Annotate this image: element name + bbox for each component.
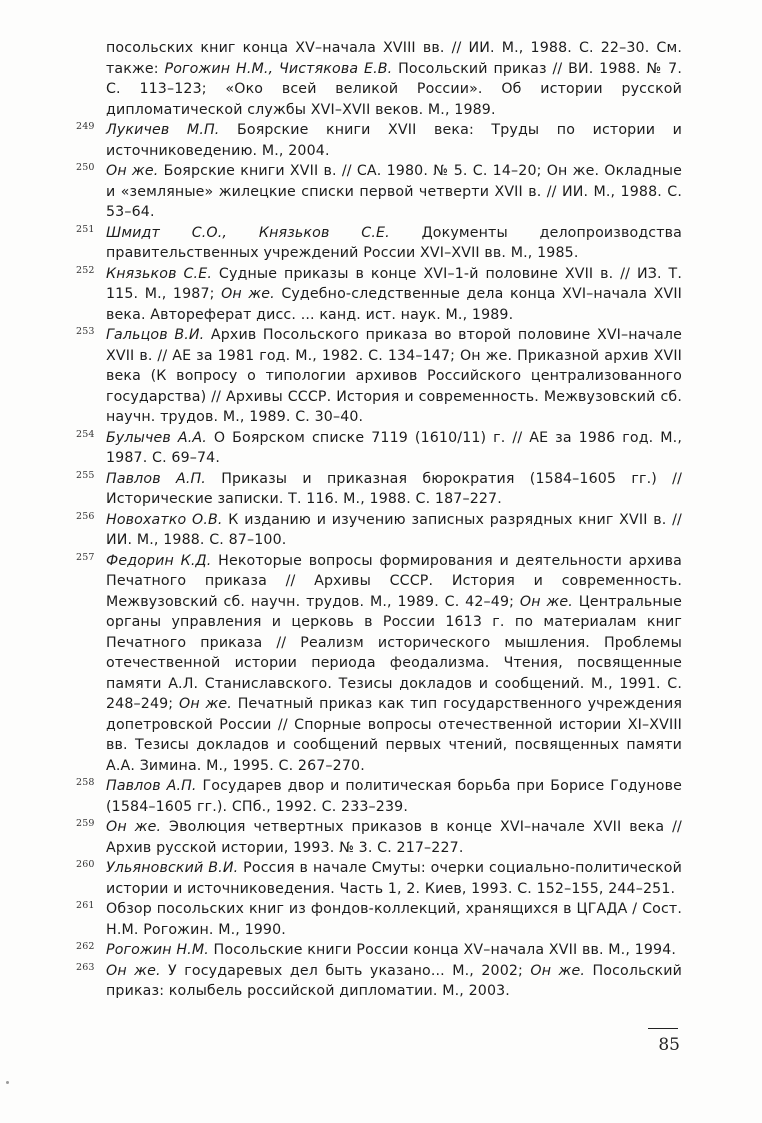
- footnote-text: Эволюция четвертных приказов в конце XVI–начале XVII века // Архив русской истории, 1993. № 3. С. 217–227.: [106, 819, 682, 856]
- footnote: [76, 264, 682, 326]
- footnote-text: Приказы и приказная бюрократия (1584–1605 гг.) // Исторические записки. Т. 116. М., 1988. С. 187–227.: [106, 470, 683, 507]
- footnote-text: Документы делопроизводства правительственных учреждений России XVI–XVII вв. М., 1985.: [106, 224, 682, 261]
- footnote-author: Он же.: [179, 696, 232, 712]
- footnote-author: Рогожин Н.М.: [106, 942, 209, 958]
- footnote: [76, 858, 682, 899]
- footnote: [76, 223, 682, 264]
- footnote-text: Посольские книги России конца XV–начала XVII вв. М., 1994.: [208, 942, 677, 958]
- footnote: [76, 325, 682, 428]
- footnote: [76, 817, 682, 858]
- page-number: 85: [658, 1035, 680, 1055]
- footnote-text: Боярские книги XVII века: Труды по истории и источниковедению. М., 2004.: [106, 122, 682, 159]
- footnote: [76, 38, 682, 120]
- footnote-number: 255: [76, 469, 95, 481]
- footnote-text: Центральные органы управления и церковь в России 1613 г. по материалам книг Печатного приказа // Реализм исторического мышления. Проблемы отечественной истории периода феодализма. Чтения, посвященные памяти А.Л. Станиславского. Тезисы докладов и сообщений. М., 1991. С. 248–249;: [106, 593, 683, 712]
- footnote-text: Обзор посольских книг из фондов-коллекций, хранящихся в ЦГАДА / Сост. Н.М. Рогожин. М., 1990.: [106, 901, 682, 938]
- footnote-text: Россия в начале Смуты: очерки социально-политической истории и источниковедения. Часть 1, 2. Киев, 1993. С. 152–155, 244–251.: [106, 860, 683, 897]
- footnote-author: Он же.: [106, 819, 162, 835]
- footnote-author: Он же.: [221, 286, 275, 302]
- footnote-text: посольских книг конца XV–начала XVIII вв. // ИИ. М., 1988. С. 22–30. См. также:: [106, 40, 682, 77]
- footnote-text: Государев двор и политическая борьба при Борисе Годунове (1584–1605 гг.). СПб., 1992. С. 233–239.: [106, 778, 682, 815]
- footnote-author: Шмидт С.О., Князьков С.Е.: [106, 224, 390, 241]
- scan-mark: [6, 1081, 9, 1084]
- footnote-author: Павлов А.П.: [106, 470, 206, 487]
- footnote: [76, 776, 682, 817]
- footnote: [76, 940, 682, 961]
- footnote-text: Печатный приказ как тип государственного учреждения допетровской России // Спорные вопросы отечественной истории XI–XVIII вв. Тезисы докладов и сообщений первых чтений, посвященных памяти А.А. Зимина. М., 1995. С. 267–270.: [106, 696, 683, 774]
- footnote-author: Рогожин Н.М., Чистякова Е.В.: [164, 60, 393, 77]
- footnote-text: К изданию и изучению записных разрядных книг XVII в. // ИИ. М., 1988. С. 87–100.: [106, 511, 682, 548]
- footnote-number: 249: [76, 121, 95, 132]
- footnote-author: Ульяновский В.И.: [106, 860, 239, 876]
- footnote-text: Боярские книги XVII в. // СА. 1980. № 5. С. 14–20; Он же. Окладные и «земляные» жилецкие списки первой четверти XVII в. // ИИ. М., 1988. С. 53–64.: [106, 163, 683, 220]
- footnote-text: Посольский приказ: колыбель российской дипломатии. М., 2003.: [106, 962, 683, 999]
- footnote-text: Некоторые вопросы формирования и деятельности архива Печатного приказа // Архивы СССР. История и современность. Межвузовский сб. научн. трудов. М., 1989. С. 42–49;: [106, 552, 682, 610]
- page-number-rule: [648, 1028, 678, 1029]
- footnote-author: Князьков С.Е.: [106, 265, 212, 282]
- footnote-number: 258: [76, 777, 95, 788]
- footnote-author: Гальцов В.И.: [106, 327, 205, 343]
- footnote-text: О Боярском списке 7119 (1610/11) г. // АЕ за 1986 год. М., 1987. С. 69–74.: [106, 429, 682, 466]
- footnote-number: 251: [76, 223, 95, 235]
- footnote-number: 257: [76, 551, 95, 563]
- footnote-text: Судные приказы в конце XVI–1-й половине XVII в. // ИЗ. Т. 115. М., 1987;: [106, 265, 683, 302]
- footnote-number: 261: [76, 900, 95, 911]
- footnote: [76, 961, 682, 1002]
- footnote-author: Он же.: [530, 962, 586, 979]
- footnote: [76, 551, 682, 777]
- footnote-number: 254: [76, 428, 95, 440]
- footnote-author: Он же.: [106, 163, 159, 179]
- footnote: [76, 899, 682, 940]
- footnote-number: 252: [76, 264, 95, 276]
- footnote-text: Архив Посольского приказа во второй половине XVI–начале XVII в. // АЕ за 1981 год. М., 1982. С. 134–147; Он же. Приказной архив XVII века (К вопросу о типологии архивов Российского централизованного государства) // Архивы СССР. История и современность. Межвузовский сб. научн. трудов. М., 1989. С. 30–40.: [106, 327, 682, 425]
- footnote-number: 263: [76, 961, 95, 973]
- footnotes-list: [76, 38, 682, 1002]
- footnote-author: Федорин К.Д.: [106, 552, 212, 569]
- footnote: [76, 469, 682, 510]
- footnote-number: 262: [76, 941, 95, 952]
- footnote: [76, 428, 682, 469]
- footnote-author: Он же.: [519, 593, 573, 610]
- footnote-author: Булычев А.А.: [106, 429, 207, 446]
- footnote-number: 259: [76, 818, 95, 829]
- footnote-number: 256: [76, 510, 95, 522]
- footnote: [76, 120, 682, 161]
- footnote-number: 253: [76, 326, 95, 337]
- footnote: [76, 510, 682, 551]
- footnote-author: Лукичев М.П.: [106, 122, 220, 138]
- footnote-text: Посольский приказ // ВИ. 1988. № 7. С. 113–123; «Око всей великой России». Об истории русской дипломатической службы XVI–XVII веков. М., 1989.: [106, 60, 682, 118]
- footnote-author: Новохатко О.В.: [106, 511, 223, 528]
- footnote-author: Он же.: [106, 962, 161, 979]
- footnote-text: Судебно-следственные дела конца XVI–начала XVII века. Автореферат дисс. ... канд. ист. наук. М., 1989.: [106, 286, 683, 323]
- footnote-author: Павлов А.П.: [106, 778, 197, 794]
- footnote: [76, 161, 682, 223]
- footnote-number: 260: [76, 859, 95, 870]
- footnote-number: 250: [76, 162, 95, 173]
- footnote-text: У государевых дел быть указано... М., 2002;: [160, 962, 531, 979]
